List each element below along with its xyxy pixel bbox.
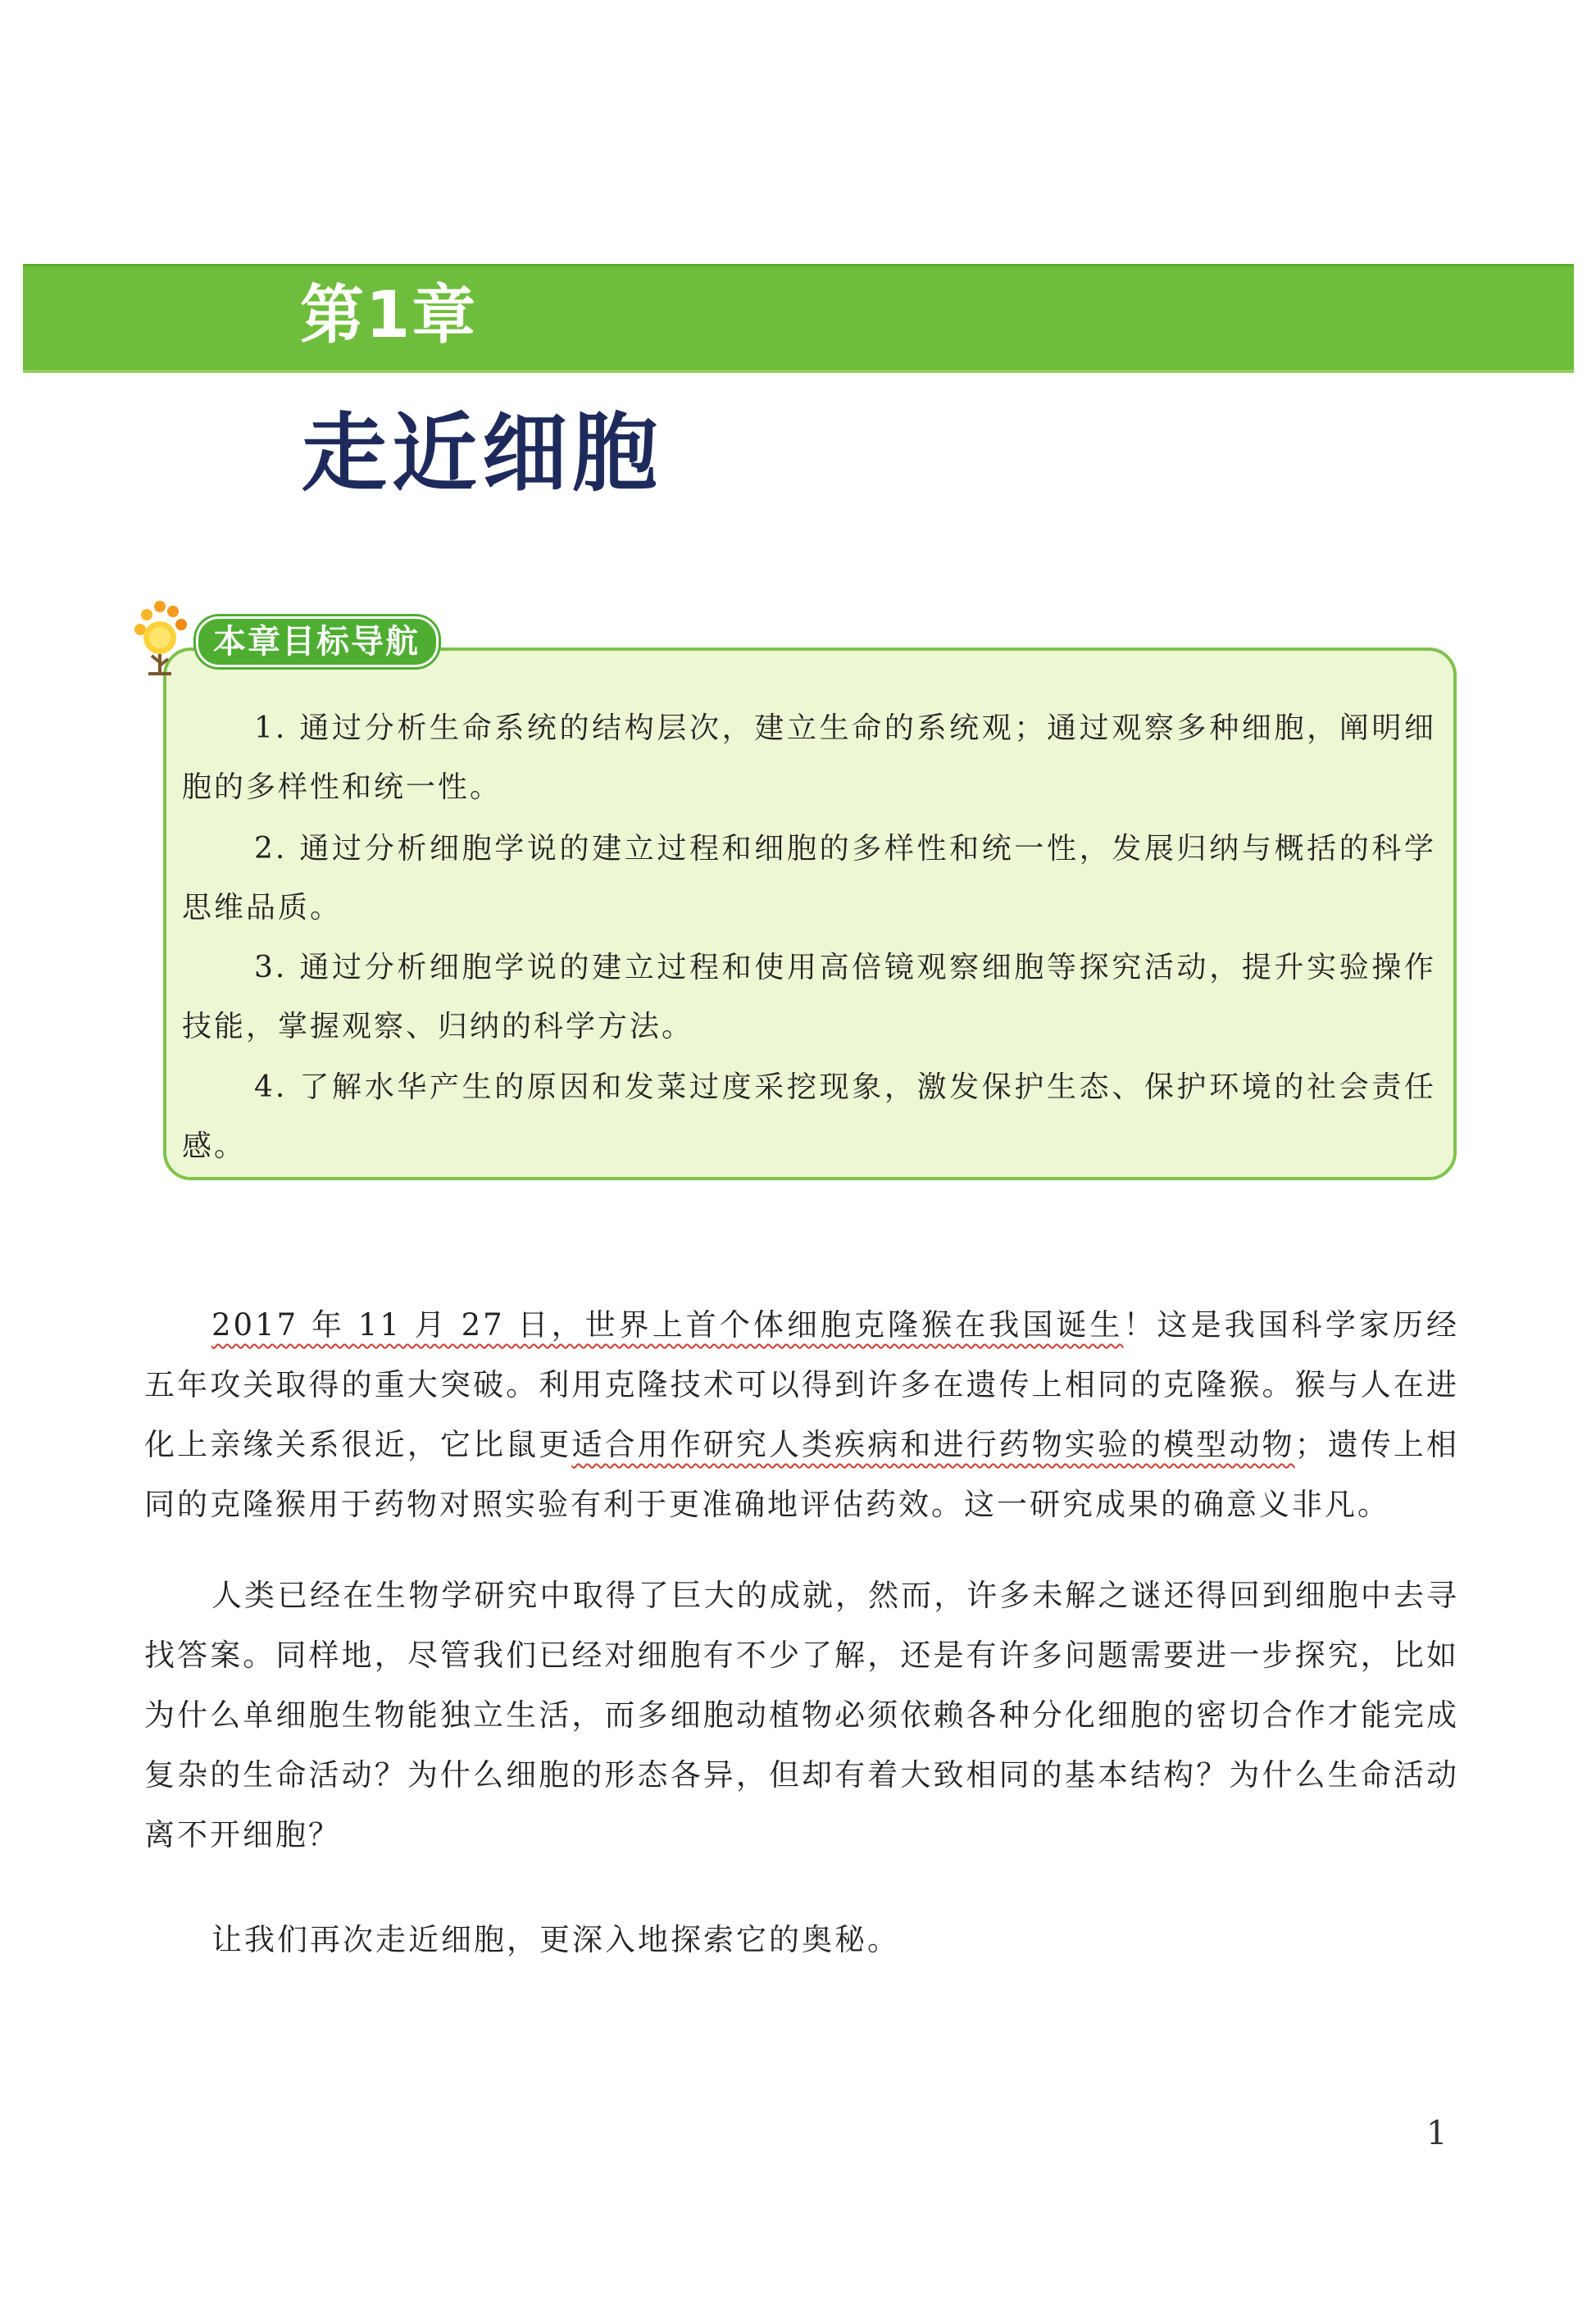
intro-paragraph-1 xyxy=(144,1295,1459,1534)
tree-icon xyxy=(127,597,201,679)
chapter-banner xyxy=(23,264,1574,373)
goal-item-2: 2. 通过分析细胞学说的建立过程和细胞的多样性和统一性，发展归纳与概括的科学思维品质。 xyxy=(182,832,1436,925)
goal-item-4: 4. 了解水华产生的原因和发菜过度采挖现象，激发保护生态、保护环境的社会责任感。 xyxy=(182,1070,1436,1163)
chapter-title: 走近细胞 xyxy=(302,403,663,503)
underlined-phrase-1: 2017 年 11 月 27 日，世界上首个体细胞克隆猴在我国诞生 xyxy=(211,1307,1124,1343)
chapter-goals-heading: 本章目标导航 xyxy=(196,616,439,667)
page-number: 1 xyxy=(1426,2115,1448,2152)
goal-item-3: 3. 通过分析细胞学说的建立过程和使用高倍镜观察细胞等探究活动，提升实验操作技能，掌握观察、归纳的科学方法。 xyxy=(182,951,1436,1043)
underlined-phrase-2: 适合用作研究人类疾病和进行药物实验的模型动物 xyxy=(571,1427,1295,1462)
intro-paragraph-3: 让我们再次走近细胞，更深入地探索它的奥秘。 xyxy=(211,1922,900,1957)
paragraph-text: ！这是我国科学家历经五年攻关取得的重大突破。利用克隆技术可以得到许多在遗传上相同的克隆猴。猴与人在进化上亲缘关系很近，它比鼠更 xyxy=(144,1307,1459,1462)
chapter-goals-header xyxy=(127,597,504,679)
intro-paragraph-2: 人类已经在生物学研究中取得了巨大的成就，然而，许多未解之谜还得回到细胞中去寻找答案。同样地，尽管我们已经对细胞有不少了解，还是有许多问题需要进一步探究，比如为什么单细胞生物能独立生活，而多细胞动植物必须依赖各种分化细胞的密切合作才能完成复杂的生命活动？为什么细胞的形态各异，但却有着大致相同的基本结构？为什么生命活动离不开细胞？ xyxy=(144,1578,1459,1852)
paragraph-text: ；遗传上相同的克隆猴用于药物对照实验有利于更准确地评估药效。这一研究成果的确意义非凡。 xyxy=(144,1427,1460,1522)
goal-item-1: 1. 通过分析生命系统的结构层次，建立生命的系统观；通过观察多种细胞，阐明细胞的多样性和统一性。 xyxy=(182,711,1436,804)
chapter-number: 第1章 xyxy=(300,279,478,352)
